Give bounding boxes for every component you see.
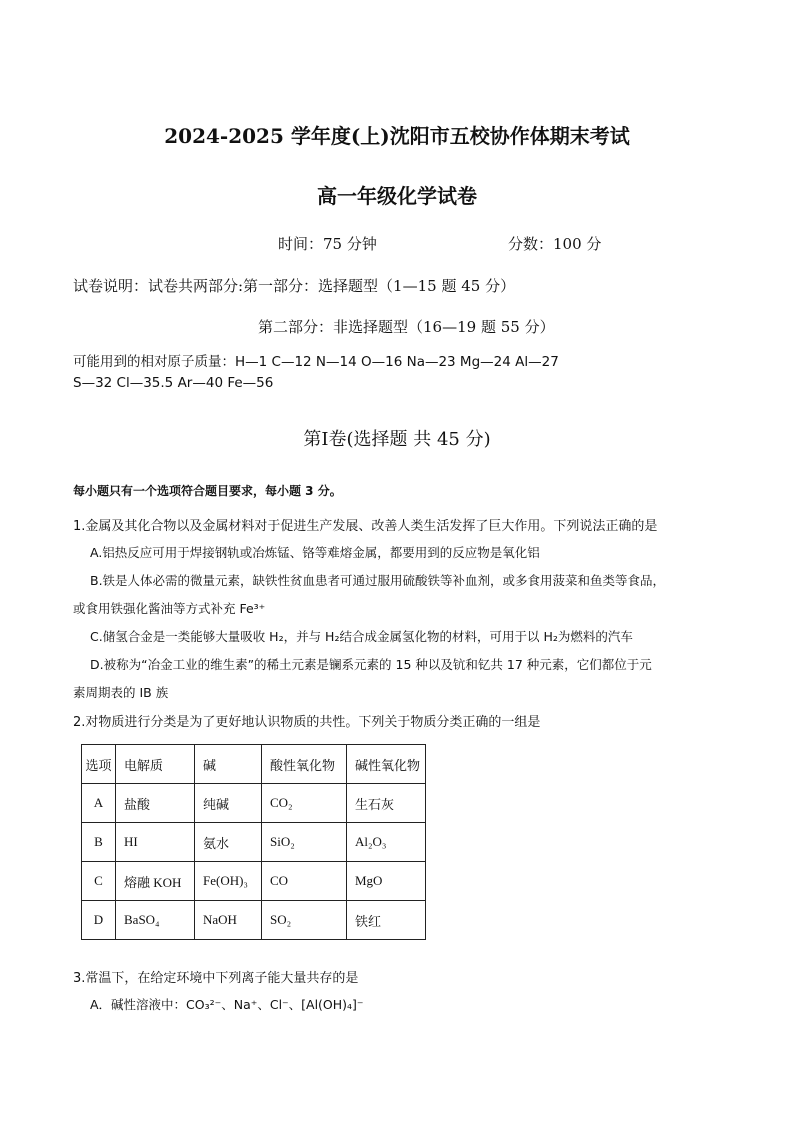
table-cell: B [82, 823, 116, 862]
table-cell: 铁红 [347, 901, 426, 940]
table-row [82, 862, 426, 901]
question-1-option-d-line-1: D.被称为“冶金工业的维生素”的稀土元素是镧系元素的 15 种以及钪和钇共 17 种元素，它们都位于元 [90, 657, 652, 672]
table-cell: SO₂ [262, 901, 347, 940]
table-cell: 纯碱 [195, 784, 262, 823]
table-cell: NaOH [195, 901, 262, 940]
table-cell: 熔融 KOH [116, 862, 195, 901]
table-cell: Al₂O₃ [347, 823, 426, 862]
section-title: 第Ⅰ卷(选择题 共 45 分) [303, 429, 491, 450]
table-cell: Fe(OH)₃ [195, 862, 262, 901]
table-header-cell: 碱 [195, 745, 262, 784]
exam-subtitle: 高一年级化学试卷 [317, 184, 477, 208]
table-header-cell: 碱性氧化物 [347, 745, 426, 784]
question-1-stem: 1.金属及其化合物以及金属材料对于促进生产发展、改善人类生活发挥了巨大作用。下列说法正确的是 [73, 519, 658, 534]
exam-title: 2024-2025 学年度(上)沈阳市五校协作体期末考试 [164, 124, 630, 148]
classification-table [81, 744, 426, 940]
section-note: 每小题只有一个选项符合题目要求，每小题 3 分。 [73, 484, 342, 498]
exam-time: 时间：75 分钟 [278, 235, 377, 253]
table-header-cell: 选项 [82, 745, 116, 784]
table-row [82, 784, 426, 823]
table-cell: A [82, 784, 116, 823]
question-1-option-d-line-2: 素周期表的 IB 族 [73, 685, 169, 700]
exam-score: 分数：100 分 [508, 235, 602, 253]
table-cell: 氨水 [195, 823, 262, 862]
instructions-line-1: 试卷说明：试卷共两部分:第一部分：选择题型（1—15 题 45 分） [73, 277, 516, 295]
table-cell: D [82, 901, 116, 940]
table-cell: BaSO₄ [116, 901, 195, 940]
table-cell: C [82, 862, 116, 901]
question-2-stem: 2.对物质进行分类是为了更好地认识物质的共性。下列关于物质分类正确的一组是 [73, 715, 541, 730]
table-cell: SiO₂ [262, 823, 347, 862]
table-row [82, 901, 426, 940]
table-cell: HI [116, 823, 195, 862]
atomic-masses-line-2: S—32 Cl—35.5 Ar—40 Fe—56 [73, 375, 274, 391]
table-header-row [82, 745, 426, 784]
table-cell: CO₂ [262, 784, 347, 823]
table-cell: MgO [347, 862, 426, 901]
question-1-option-b-line-1: B.铁是人体必需的微量元素，缺铁性贫血患者可通过服用硫酸铁等补血剂，或多食用菠菜和鱼类等食品， [90, 573, 666, 588]
atomic-masses-line-1: 可能用到的相对原子质量：H—1 C—12 N—14 O—16 Na—23 Mg—24 Al—27 [73, 354, 559, 370]
table-header-cell: 电解质 [116, 745, 195, 784]
table-cell: 盐酸 [116, 784, 195, 823]
question-3-stem: 3.常温下，在给定环境中下列离子能大量共存的是 [73, 971, 359, 986]
table-header-cell: 酸性氧化物 [262, 745, 347, 784]
instructions-line-2: 第二部分：非选择题型（16—19 题 55 分） [258, 318, 555, 336]
table-row [82, 823, 426, 862]
question-1-option-c: C.储氢合金是一类能够大量吸收 H₂，并与 H₂结合成金属氢化物的材料，可用于以 H₂为燃料的汽车 [90, 629, 633, 644]
table-cell: CO [262, 862, 347, 901]
question-1-option-a: A.铝热反应可用于焊接钢轨或冶炼锰、铬等难熔金属，都要用到的反应物是氧化铝 [90, 545, 540, 560]
table-cell: 生石灰 [347, 784, 426, 823]
question-1-option-b-line-2: 或食用铁强化酱油等方式补充 Fe³⁺ [73, 601, 266, 616]
question-3-option-a: A．碱性溶液中：CO₃²⁻、Na⁺、Cl⁻、[Al(OH)₄]⁻ [90, 997, 364, 1012]
